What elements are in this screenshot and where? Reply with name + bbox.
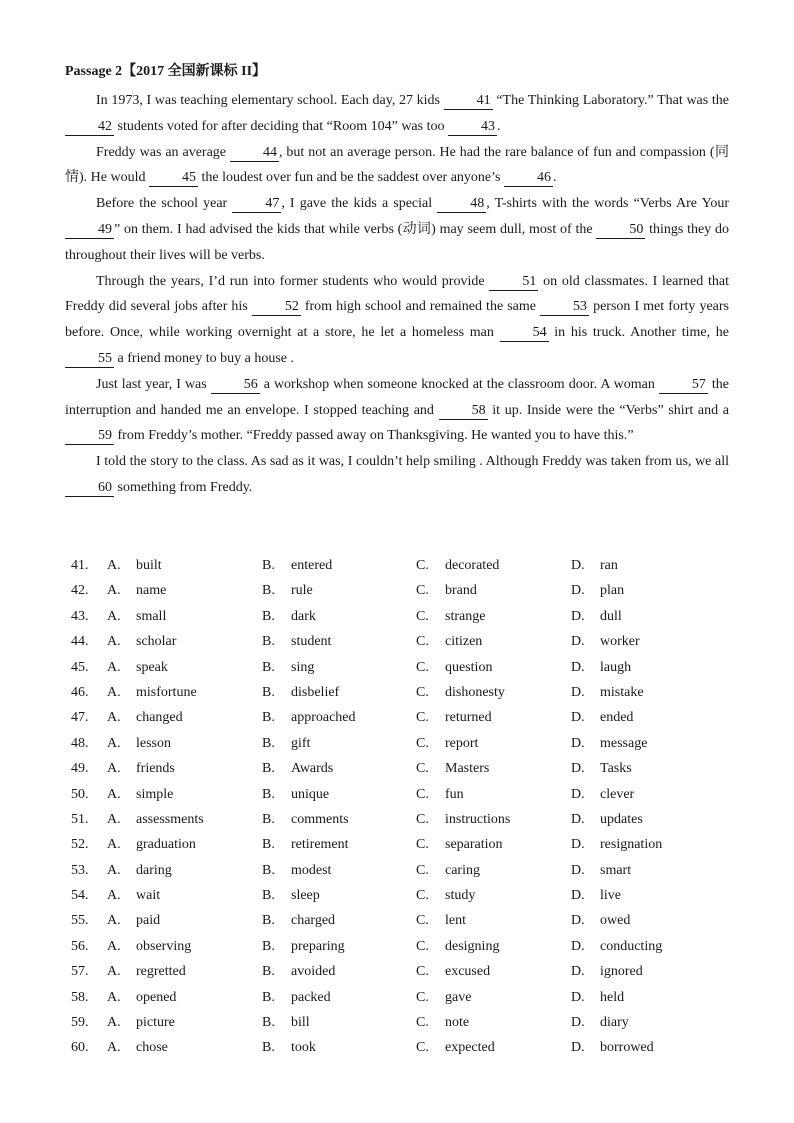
option-text[interactable]: instructions [445, 811, 511, 827]
question-number: 46. [71, 684, 89, 700]
question-number: 60. [71, 1040, 89, 1056]
question-number: 50. [71, 786, 89, 802]
question-row [65, 883, 729, 908]
question-number: 44. [71, 634, 89, 650]
question-number: 59. [71, 1015, 89, 1031]
option-text[interactable]: dishonesty [445, 684, 505, 700]
option-letter: C. [416, 1015, 429, 1031]
option-text[interactable]: laugh [600, 659, 632, 675]
option-text[interactable]: speak [136, 659, 168, 675]
option-text[interactable]: excused [445, 964, 491, 980]
question-number: 58. [71, 989, 89, 1005]
passage-text: , but not an average person. He had the rare balance of fun and compassion (同情). He would [65, 144, 729, 186]
option-text[interactable]: question [445, 659, 493, 675]
option-text[interactable]: comments [291, 811, 349, 827]
answer-blank[interactable]: 48 [437, 195, 486, 213]
question-number: 45. [71, 659, 89, 675]
option-text[interactable]: unique [291, 786, 330, 802]
question-row [65, 629, 729, 654]
option-letter: D. [571, 1015, 585, 1031]
option-text[interactable]: updates [600, 811, 643, 827]
option-letter: D. [571, 1040, 585, 1056]
option-letter: B. [262, 888, 275, 904]
answer-blank[interactable]: 43 [448, 118, 497, 136]
answer-blank[interactable]: 46 [504, 169, 553, 187]
option-text[interactable]: diary [600, 1015, 629, 1031]
answer-blank[interactable]: 49 [65, 221, 114, 239]
answer-blank[interactable]: 56 [211, 376, 260, 394]
option-text[interactable]: expected [445, 1040, 495, 1056]
option-letter: D. [571, 558, 585, 573]
option-text[interactable]: changed [136, 710, 183, 726]
option-letter: A. [107, 710, 121, 726]
question-row [65, 908, 729, 933]
question-number: 49. [71, 761, 89, 777]
option-text[interactable]: gift [291, 735, 311, 751]
question-number: 52. [71, 837, 89, 853]
option-letter: D. [571, 913, 585, 929]
option-letter: A. [107, 659, 121, 675]
option-text[interactable]: daring [136, 862, 172, 878]
option-text[interactable]: charged [291, 913, 336, 929]
question-row [65, 934, 729, 959]
option-letter: C. [416, 989, 429, 1005]
question-number: 41. [71, 558, 89, 573]
option-letter: A. [107, 938, 121, 954]
option-text[interactable]: avoided [291, 964, 336, 980]
option-text[interactable]: graduation [136, 837, 196, 853]
answer-blank[interactable]: 41 [444, 92, 493, 110]
option-letter: D. [571, 710, 585, 726]
question-number: 57. [71, 964, 89, 980]
option-letter: B. [262, 837, 275, 853]
option-text[interactable]: brand [445, 583, 477, 599]
option-text[interactable]: conducting [600, 938, 663, 954]
option-text[interactable]: friends [136, 761, 175, 777]
option-letter: B. [262, 913, 275, 929]
option-letter: B. [262, 608, 275, 624]
option-text[interactable]: simple [136, 786, 174, 802]
passage-text: Through the years, I’d run into former students who would provide [96, 273, 490, 289]
option-text[interactable]: entered [291, 558, 333, 573]
option-letter: D. [571, 938, 585, 954]
option-text[interactable]: misfortune [136, 684, 197, 700]
option-letter: C. [416, 761, 429, 777]
passage-paragraph [65, 88, 729, 140]
option-letter: A. [107, 735, 121, 751]
option-letter: C. [416, 964, 429, 980]
option-letter: C. [416, 710, 429, 726]
answer-blank[interactable]: 53 [540, 298, 589, 316]
option-letter: C. [416, 634, 429, 650]
option-letter: B. [262, 735, 275, 751]
option-letter: B. [262, 1040, 275, 1056]
option-text[interactable]: separation [445, 837, 503, 853]
option-letter: D. [571, 888, 585, 904]
option-letter: B. [262, 1015, 275, 1031]
option-letter: C. [416, 786, 429, 802]
option-letter: A. [107, 634, 121, 650]
question-row [65, 985, 729, 1010]
option-letter: C. [416, 862, 429, 878]
option-text[interactable]: fun [445, 786, 464, 802]
option-letter: D. [571, 761, 585, 777]
option-text[interactable]: lesson [136, 735, 171, 751]
question-row [65, 578, 729, 603]
answer-blank[interactable]: 47 [232, 195, 281, 213]
option-letter: B. [262, 659, 275, 675]
question-number: 43. [71, 608, 89, 624]
option-letter: A. [107, 888, 121, 904]
option-text[interactable]: returned [445, 710, 492, 726]
option-letter: B. [262, 684, 275, 700]
option-text[interactable]: ignored [600, 964, 643, 980]
option-letter: D. [571, 862, 585, 878]
option-text[interactable]: assessments [136, 811, 204, 827]
option-letter: B. [262, 862, 275, 878]
option-letter: D. [571, 659, 585, 675]
passage-paragraph [65, 191, 729, 268]
option-text[interactable]: message [600, 735, 648, 751]
passage-paragraph [65, 269, 729, 372]
passage-paragraph [65, 372, 729, 449]
passage-text: the loudest over fun and be the saddest over anyone’s [198, 170, 504, 186]
option-text[interactable]: ended [600, 710, 634, 726]
option-text[interactable]: name [136, 583, 167, 599]
answer-blank[interactable]: 50 [596, 221, 645, 239]
passage-text: ” on them. I had advised the kids that while verbs (动词) may seem dull, most of the [114, 221, 597, 237]
answer-blank[interactable]: 52 [252, 298, 301, 316]
question-row [65, 782, 729, 807]
option-text[interactable]: gave [445, 989, 472, 1005]
option-text[interactable]: disbelief [291, 684, 340, 700]
option-text[interactable]: citizen [445, 634, 483, 650]
passage-text: a friend money to buy a house . [114, 350, 295, 366]
option-letter: C. [416, 558, 429, 573]
passage-text: from Freddy’s mother. “Freddy passed away on Thanksgiving. He wanted you to have this.” [114, 428, 634, 444]
option-text[interactable]: regretted [136, 964, 186, 980]
answer-blank[interactable]: 59 [65, 427, 114, 445]
option-letter: A. [107, 583, 121, 599]
option-letter: D. [571, 583, 585, 599]
option-letter: B. [262, 761, 275, 777]
option-text[interactable]: preparing [291, 938, 345, 954]
option-text[interactable]: built [136, 558, 162, 573]
option-letter: D. [571, 964, 585, 980]
question-number: 51. [71, 811, 89, 827]
option-text[interactable]: live [600, 888, 621, 904]
passage-text: In 1973, I was teaching elementary school. Each day, 27 kids [96, 93, 444, 108]
option-letter: D. [571, 811, 585, 827]
answer-blank[interactable]: 45 [149, 169, 198, 187]
option-letter: D. [571, 786, 585, 802]
option-letter: A. [107, 761, 121, 777]
option-text[interactable]: decorated [445, 558, 500, 573]
option-text[interactable]: opened [136, 989, 177, 1005]
option-letter: A. [107, 837, 121, 853]
passage-text: the interruption and handed me an envelope. I stopped teaching and [65, 376, 729, 418]
option-letter: C. [416, 1040, 429, 1056]
option-letter: C. [416, 913, 429, 929]
option-letter: C. [416, 659, 429, 675]
passage-text: Just last year, I was [96, 376, 211, 392]
passage-title: Passage 2【2017 全国新课标 II】 [65, 64, 267, 79]
option-letter: A. [107, 989, 121, 1005]
option-letter: A. [107, 964, 121, 980]
option-letter: C. [416, 608, 429, 624]
option-letter: C. [416, 735, 429, 751]
passage-text: person I met forty years before. Once, while working overnight at a store, he let a homeless man [65, 299, 730, 341]
question-row [65, 959, 729, 984]
option-letter: C. [416, 888, 429, 904]
option-letter: D. [571, 837, 585, 853]
passage-text: I told the story to the class. As sad as it was, I couldn’t help smiling . Although Freddy was taken from us, we all [96, 454, 729, 470]
option-letter: C. [416, 583, 429, 599]
option-text[interactable]: sleep [291, 888, 320, 904]
option-letter: A. [107, 684, 121, 700]
option-text[interactable]: owed [600, 913, 631, 929]
option-letter: B. [262, 558, 275, 573]
option-text[interactable]: modest [291, 862, 332, 878]
question-number: 54. [71, 888, 89, 904]
option-letter: C. [416, 837, 429, 853]
question-number: 47. [71, 710, 89, 726]
option-text[interactable]: ran [600, 558, 618, 573]
option-text[interactable]: chose [136, 1040, 168, 1056]
option-text[interactable]: borrowed [600, 1040, 654, 1056]
answer-blank[interactable]: 57 [659, 376, 708, 394]
option-letter: D. [571, 684, 585, 700]
option-text[interactable]: wait [136, 888, 161, 904]
option-text[interactable]: smart [600, 862, 632, 878]
option-letter: D. [571, 608, 585, 624]
option-letter: A. [107, 1040, 121, 1056]
passage-text: on old classmates. I learned that Freddy did several jobs after his [65, 273, 729, 315]
option-text[interactable]: Tasks [600, 761, 632, 777]
option-text[interactable]: designing [445, 938, 500, 954]
option-text[interactable]: rule [291, 583, 313, 599]
answer-blank[interactable]: 54 [500, 324, 549, 342]
option-text[interactable]: dull [600, 608, 622, 624]
option-text[interactable]: note [445, 1015, 470, 1031]
option-text[interactable]: Masters [445, 761, 490, 777]
option-text[interactable]: study [445, 888, 476, 904]
passage-body [65, 88, 729, 501]
passage-paragraph [65, 140, 729, 192]
option-letter: D. [571, 735, 585, 751]
option-text[interactable]: scholar [136, 634, 177, 650]
option-text[interactable]: mistake [600, 684, 644, 700]
passage-text: it up. Inside were the “Verbs” shirt and a [487, 402, 729, 418]
option-letter: B. [262, 938, 275, 954]
option-text[interactable]: held [600, 989, 625, 1005]
option-text[interactable]: report [445, 735, 479, 751]
option-letter: A. [107, 558, 121, 573]
question-row [65, 832, 729, 857]
passage-text: in his truck. Another time, he [548, 325, 729, 341]
options-list [65, 553, 729, 1061]
question-number: 48. [71, 735, 89, 751]
answer-blank[interactable]: 51 [489, 273, 538, 291]
option-text[interactable]: resignation [600, 837, 663, 853]
option-letter: B. [262, 634, 275, 650]
passage-text: from high school and remained the same [300, 299, 541, 315]
question-row [65, 858, 729, 883]
question-row [65, 1010, 729, 1035]
answer-blank[interactable]: 44 [230, 144, 279, 162]
option-letter: C. [416, 684, 429, 700]
option-text[interactable]: took [291, 1040, 316, 1056]
option-text[interactable]: approached [291, 710, 356, 726]
question-number: 56. [71, 938, 89, 954]
option-letter: A. [107, 1015, 121, 1031]
question-number: 55. [71, 913, 89, 929]
option-text[interactable]: small [136, 608, 167, 624]
question-row [65, 756, 729, 781]
option-text[interactable]: Awards [291, 761, 334, 777]
passage-text: . [496, 118, 501, 134]
option-letter: B. [262, 710, 275, 726]
question-row [65, 1035, 729, 1060]
passage-text: students voted for after deciding that “Room 104” was too [114, 118, 448, 134]
option-text[interactable]: packed [291, 989, 331, 1005]
option-text[interactable]: sing [291, 659, 315, 675]
passage-text: Before the school year [96, 196, 233, 212]
answer-blank[interactable]: 60 [65, 479, 114, 497]
passage-text: things they do throughout their lives will be verbs. [65, 221, 729, 263]
answer-blank[interactable]: 42 [65, 118, 114, 136]
option-letter: A. [107, 913, 121, 929]
passage-text: Freddy was an average [96, 144, 230, 160]
option-text[interactable]: retirement [291, 837, 349, 853]
passage-text: a workshop when someone knocked at the classroom door. A woman [259, 376, 659, 392]
option-text[interactable]: worker [600, 634, 640, 650]
passage-text: , T-shirts with the words “Verbs Are Your [486, 196, 729, 212]
option-text[interactable]: dark [291, 608, 316, 624]
question-row [65, 705, 729, 730]
passage-paragraph [65, 449, 729, 501]
answer-blank[interactable]: 55 [65, 350, 114, 368]
option-text[interactable]: clever [600, 786, 635, 802]
option-text[interactable]: plan [600, 583, 625, 599]
option-letter: D. [571, 634, 585, 650]
passage-section [65, 62, 729, 501]
option-letter: B. [262, 583, 275, 599]
option-text[interactable]: paid [136, 913, 161, 929]
question-row [65, 604, 729, 629]
passage-text: , I gave the kids a special [281, 196, 438, 212]
option-text[interactable]: lent [445, 913, 466, 929]
passage-text: . [552, 170, 557, 186]
option-text[interactable]: bill [291, 1015, 310, 1031]
question-row [65, 680, 729, 705]
option-text[interactable]: student [291, 634, 332, 650]
option-letter: C. [416, 811, 429, 827]
question-row [65, 731, 729, 756]
passage-text: something from Freddy. [114, 479, 253, 495]
option-letter: B. [262, 964, 275, 980]
question-row [65, 807, 729, 832]
option-letter: A. [107, 608, 121, 624]
option-text[interactable]: caring [445, 862, 480, 878]
question-row [65, 655, 729, 680]
option-letter: B. [262, 989, 275, 1005]
answer-blank[interactable]: 58 [439, 402, 488, 420]
option-letter: D. [571, 989, 585, 1005]
question-number: 53. [71, 862, 89, 878]
option-letter: B. [262, 811, 275, 827]
option-text[interactable]: picture [136, 1015, 175, 1031]
question-number: 42. [71, 583, 89, 599]
question-row [65, 553, 729, 578]
option-letter: A. [107, 811, 121, 827]
option-letter: B. [262, 786, 275, 802]
option-letter: A. [107, 862, 121, 878]
passage-text: “The Thinking Laboratory.” That was the [492, 93, 729, 108]
option-letter: A. [107, 786, 121, 802]
option-text[interactable]: strange [445, 608, 486, 624]
option-letter: C. [416, 938, 429, 954]
option-text[interactable]: observing [136, 938, 192, 954]
